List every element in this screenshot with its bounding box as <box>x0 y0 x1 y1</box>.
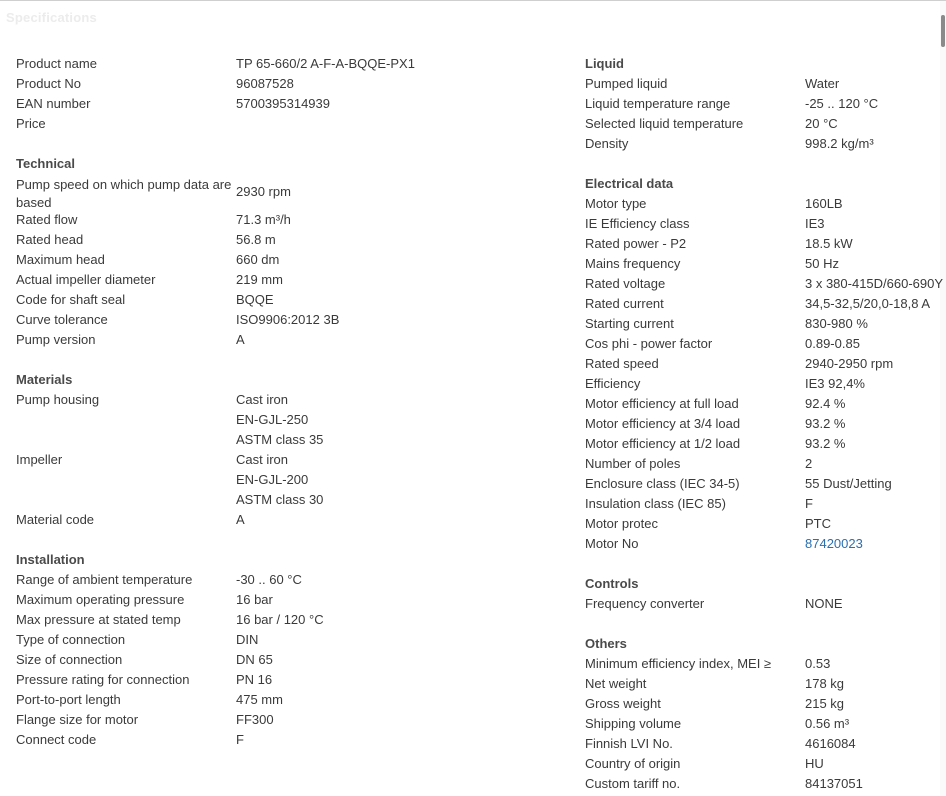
spec-value: 56.8 m <box>236 232 276 247</box>
spec-value: 660 dm <box>236 252 280 267</box>
spec-label: Number of poles <box>585 456 681 471</box>
spec-row <box>585 474 945 494</box>
others-section <box>585 634 945 794</box>
spec-label: Curve tolerance <box>16 312 108 327</box>
spec-value <box>236 114 576 134</box>
spec-row <box>585 414 945 434</box>
spec-row <box>585 94 945 114</box>
spec-row <box>16 710 576 730</box>
spec-label: Custom tariff no. <box>585 776 681 791</box>
spec-row <box>585 514 945 534</box>
spec-label: Pump version <box>16 332 96 347</box>
spec-row <box>16 210 576 230</box>
spec-row <box>585 434 945 454</box>
spec-value: 830-980 % <box>805 316 868 331</box>
spec-value-line: ASTM class 30 <box>236 492 324 507</box>
spec-value: 71.3 m³/h <box>236 212 291 227</box>
section-title-others: Others <box>585 636 627 651</box>
spec-value: DIN <box>236 632 259 647</box>
spec-row <box>16 94 576 114</box>
spec-label: Maximum head <box>16 252 105 267</box>
spec-label: Motor efficiency at full load <box>585 396 739 411</box>
spec-label: Code for shaft seal <box>16 292 126 307</box>
spec-value: NONE <box>805 596 843 611</box>
spec-label: IE Efficiency class <box>585 216 690 231</box>
spec-label: Finnish LVI No. <box>585 736 673 751</box>
materials-section <box>16 370 576 530</box>
spec-value-line: EN-GJL-250 <box>236 412 309 427</box>
spec-label: Maximum operating pressure <box>16 592 185 607</box>
spec-row <box>585 274 945 294</box>
spec-row <box>16 74 576 94</box>
spec-label: Max pressure at stated temp <box>16 612 181 627</box>
spec-value: 96087528 <box>236 76 294 91</box>
top-border <box>0 0 946 1</box>
spec-label: Net weight <box>585 676 647 691</box>
spec-row <box>585 534 945 554</box>
installation-section <box>16 550 576 750</box>
section-title-technical: Technical <box>16 156 76 171</box>
spec-label: Type of connection <box>16 632 126 647</box>
section-title-installation: Installation <box>16 552 85 567</box>
spec-label: Price <box>16 116 46 131</box>
spec-label: Connect code <box>16 732 97 747</box>
spec-row <box>585 674 945 694</box>
spec-label: Cos phi - power factor <box>585 336 713 351</box>
spec-value: A <box>236 512 245 527</box>
spec-row <box>16 330 576 350</box>
spec-row <box>16 114 576 134</box>
motor-no-link[interactable]: 87420023 <box>805 536 863 551</box>
spec-row <box>585 494 945 514</box>
spec-label: Liquid temperature range <box>585 96 731 111</box>
spec-value: 2940-2950 rpm <box>805 356 894 371</box>
section-title-electrical: Electrical data <box>585 176 674 191</box>
spec-row <box>585 454 945 474</box>
spec-label: Rated head <box>16 232 84 247</box>
spec-value: -25 .. 120 °C <box>805 96 879 111</box>
spec-row <box>16 690 576 710</box>
section-title-liquid: Liquid <box>585 56 624 71</box>
spec-value-line: Cast iron <box>236 392 289 407</box>
spec-label: Frequency converter <box>585 596 705 611</box>
general-section <box>16 54 576 134</box>
spec-value: 998.2 kg/m³ <box>805 136 874 151</box>
spec-row <box>585 314 945 334</box>
spec-label: Pumped liquid <box>585 76 668 91</box>
spec-value: -30 .. 60 °C <box>236 572 302 587</box>
spec-value: BQQE <box>236 292 274 307</box>
spec-value: 16 bar <box>236 592 273 607</box>
spec-label: Rated flow <box>16 212 78 227</box>
spec-value: PN 16 <box>236 672 273 687</box>
technical-section <box>16 154 576 350</box>
spec-label: Selected liquid temperature <box>585 116 744 131</box>
spec-label: Gross weight <box>585 696 661 711</box>
spec-label: Country of origin <box>585 756 681 771</box>
spec-value: 4616084 <box>805 736 856 751</box>
spec-row <box>585 594 945 614</box>
spec-value <box>236 450 576 510</box>
spec-row <box>585 754 945 774</box>
spec-value-line: Cast iron <box>236 452 289 467</box>
spec-row <box>585 694 945 714</box>
spec-value: F <box>805 496 813 511</box>
spec-row <box>16 570 576 590</box>
spec-row <box>16 310 576 330</box>
spec-row <box>585 134 945 154</box>
spec-value: 215 kg <box>805 696 845 711</box>
spec-label: Pump speed on which pump data are based <box>16 177 232 210</box>
spec-value: 0.56 m³ <box>805 716 850 731</box>
spec-value: 20 °C <box>805 116 838 131</box>
spec-label: Pressure rating for connection <box>16 672 190 687</box>
spec-row <box>585 774 945 794</box>
spec-value: PTC <box>805 516 831 531</box>
spec-label: Enclosure class (IEC 34-5) <box>585 476 740 491</box>
spec-row <box>16 510 576 530</box>
spec-label: Density <box>585 136 629 151</box>
spec-value: IE3 <box>805 216 825 231</box>
spec-row <box>16 730 576 750</box>
spec-row <box>585 334 945 354</box>
spec-value: DN 65 <box>236 652 273 667</box>
spec-label: Range of ambient temperature <box>16 572 193 587</box>
spec-row <box>16 174 576 210</box>
section-title-controls: Controls <box>585 576 639 591</box>
spec-label: Mains frequency <box>585 256 681 271</box>
spec-label: Rated speed <box>585 356 659 371</box>
spec-row <box>16 290 576 310</box>
spec-row <box>16 670 576 690</box>
spec-row <box>585 114 945 134</box>
spec-label: Impeller <box>16 452 63 467</box>
spec-row <box>16 230 576 250</box>
spec-value: Water <box>805 76 840 91</box>
spec-label: Size of connection <box>16 652 123 667</box>
spec-value: 93.2 % <box>805 436 846 451</box>
spec-row <box>585 354 945 374</box>
spec-label: Motor efficiency at 1/2 load <box>585 436 741 451</box>
spec-value: 34,5-32,5/20,0-18,8 A <box>805 296 931 311</box>
liquid-section <box>585 54 945 154</box>
spec-value: 55 Dust/Jetting <box>805 476 892 491</box>
spec-label: Motor No <box>585 536 639 551</box>
spec-value: 178 kg <box>805 676 845 691</box>
spec-row <box>585 214 945 234</box>
spec-row <box>585 294 945 314</box>
spec-value: 160LB <box>805 196 843 211</box>
spec-row <box>585 374 945 394</box>
spec-value: TP 65-660/2 A-F-A-BQQE-PX1 <box>236 56 415 71</box>
spec-label: Flange size for motor <box>16 712 139 727</box>
spec-value: 219 mm <box>236 272 283 287</box>
spec-value <box>805 534 945 554</box>
spec-row <box>16 390 576 450</box>
scrollbar-thumb[interactable] <box>941 15 945 47</box>
spec-label: Product name <box>16 56 97 71</box>
spec-label: Rated current <box>585 296 664 311</box>
spec-label: Motor protec <box>585 516 658 531</box>
spec-label: Minimum efficiency index, MEI ≥ <box>585 656 772 671</box>
spec-value: 18.5 kW <box>805 236 853 251</box>
spec-row <box>16 54 576 74</box>
spec-value: 0.53 <box>805 656 831 671</box>
spec-label: Rated power - P2 <box>585 236 687 251</box>
spec-label: Port-to-port length <box>16 692 121 707</box>
spec-value: A <box>236 332 245 347</box>
spec-row <box>16 630 576 650</box>
spec-value <box>236 390 576 450</box>
spec-row <box>585 714 945 734</box>
spec-value: 93.2 % <box>805 416 846 431</box>
spec-row <box>16 450 576 510</box>
spec-label: Rated voltage <box>585 276 666 291</box>
spec-row <box>585 234 945 254</box>
spec-label: Efficiency <box>585 376 641 391</box>
spec-label: Actual impeller diameter <box>16 272 156 287</box>
left-column <box>16 54 576 750</box>
spec-value: 0.89-0.85 <box>805 336 860 351</box>
spec-value: 2 <box>805 456 813 471</box>
spec-value: 475 mm <box>236 692 283 707</box>
spec-value: 16 bar / 120 °C <box>236 612 324 627</box>
spec-row <box>585 654 945 674</box>
spec-row <box>585 254 945 274</box>
spec-value: FF300 <box>236 712 274 727</box>
spec-row <box>585 74 945 94</box>
spec-row <box>16 590 576 610</box>
spec-label: Product No <box>16 76 82 91</box>
spec-label: Pump housing <box>16 392 100 407</box>
spec-label: Material code <box>16 512 95 527</box>
right-column <box>585 54 945 794</box>
spec-row <box>585 194 945 214</box>
spec-value: 84137051 <box>805 776 863 791</box>
spec-value: IE3 92,4% <box>805 376 865 391</box>
spec-value: 92.4 % <box>805 396 846 411</box>
spec-label: Starting current <box>585 316 674 331</box>
spec-value: 5700395314939 <box>236 96 330 111</box>
spec-label: Insulation class (IEC 85) <box>585 496 726 511</box>
spec-value: ISO9906:2012 3B <box>236 312 340 327</box>
spec-label: Shipping volume <box>585 716 682 731</box>
spec-label: Motor efficiency at 3/4 load <box>585 416 741 431</box>
spec-value: 2930 rpm <box>236 184 291 199</box>
spec-value: HU <box>805 756 824 771</box>
spec-value: F <box>236 732 244 747</box>
spec-label: Motor type <box>585 196 647 211</box>
electrical-section <box>585 174 945 554</box>
spec-row <box>16 270 576 290</box>
controls-section <box>585 574 945 614</box>
spec-row <box>16 610 576 630</box>
section-title-materials: Materials <box>16 372 73 387</box>
page-title: Specifications <box>6 10 97 25</box>
spec-value: 3 x 380-415D/660-690Y <box>805 276 944 291</box>
spec-label: EAN number <box>16 96 91 111</box>
spec-row <box>16 250 576 270</box>
spec-value-line: ASTM class 35 <box>236 432 324 447</box>
spec-value: 50 Hz <box>805 256 839 271</box>
spec-row <box>16 650 576 670</box>
spec-value-line: EN-GJL-200 <box>236 472 309 487</box>
spec-row <box>585 394 945 414</box>
spec-row <box>585 734 945 754</box>
